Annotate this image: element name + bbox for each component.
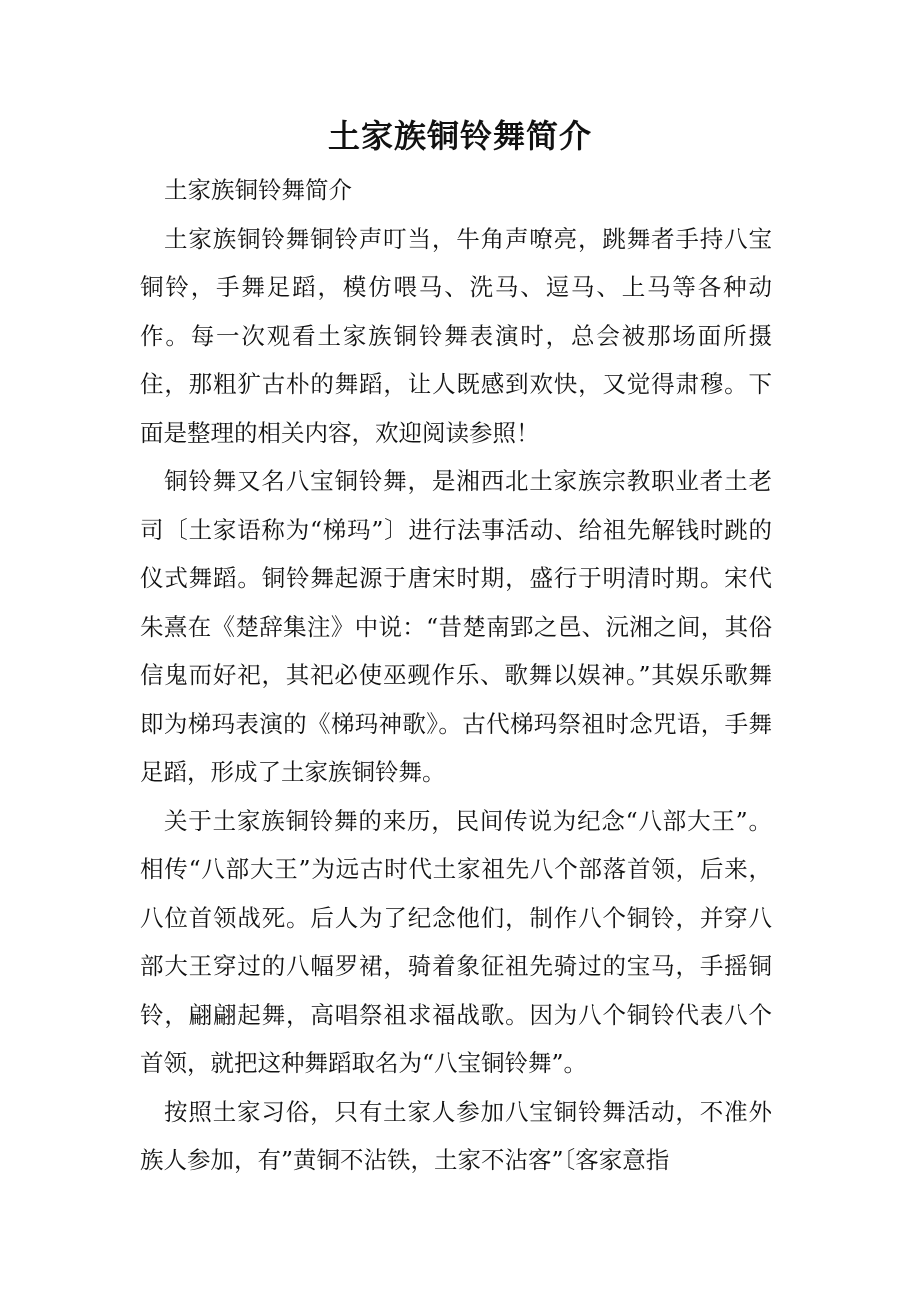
paragraph-subtitle: 土家族铜铃舞简介 xyxy=(164,176,352,204)
paragraph: 土家族铜铃舞铜铃声叮当，牛角声嘹亮，跳舞者手持八宝铜铃，手舞足蹈，模仿喂马、洗马、逗马、上马等各种动作。每一次观看土家族铜铃舞表演时，总会被那场面所摄住，那粗犷古朴的舞蹈，让人既感到欢快，又觉得肃穆。下面是整理的相关内容，欢迎阅读参照！ xyxy=(140,224,772,447)
paragraph: 关于土家族铜铃舞的来历，民间传说为纪念“八部大王”。相传“八部大王”为远古时代土家祖先八个部落首领，后来，八位首领战死。后人为了纪念他们，制作八个铜铃，并穿八部大王穿过的八幅罗裙，骑着象征祖先骑过的宝马，手摇铜铃，翩翩起舞，高唱祭祖求福战歌。因为八个铜铃代表八个首领，就把这种舞蹈取名为“八宝铜铃舞”。 xyxy=(140,806,772,1077)
paragraph: 按照土家习俗，只有土家人参加八宝铜铃舞活动，不准外族人参加，有”黄铜不沾铁，土家不沾客”〔客家意指 xyxy=(140,1097,772,1174)
paragraph: 铜铃舞又名八宝铜铃舞，是湘西北土家族宗教职业者土老司〔土家语称为“梯玛”〕进行法事活动、给祖先解钱时跳的仪式舞蹈。铜铃舞起源于唐宋时期，盛行于明清时期。宋代朱熹在《楚辞集注》中说：“昔楚南郢之邑、沅湘之间，其俗信鬼而好祀，其祀必使巫觋作乐、歌舞以娱神。”其娱乐歌舞即为梯玛表演的《梯玛神歌》。古代梯玛祭祖时念咒语，手舞足蹈，形成了土家族铜铃舞。 xyxy=(140,467,772,786)
document-title: 土家族铜铃舞简介 xyxy=(327,117,592,155)
document-body xyxy=(140,166,772,1185)
